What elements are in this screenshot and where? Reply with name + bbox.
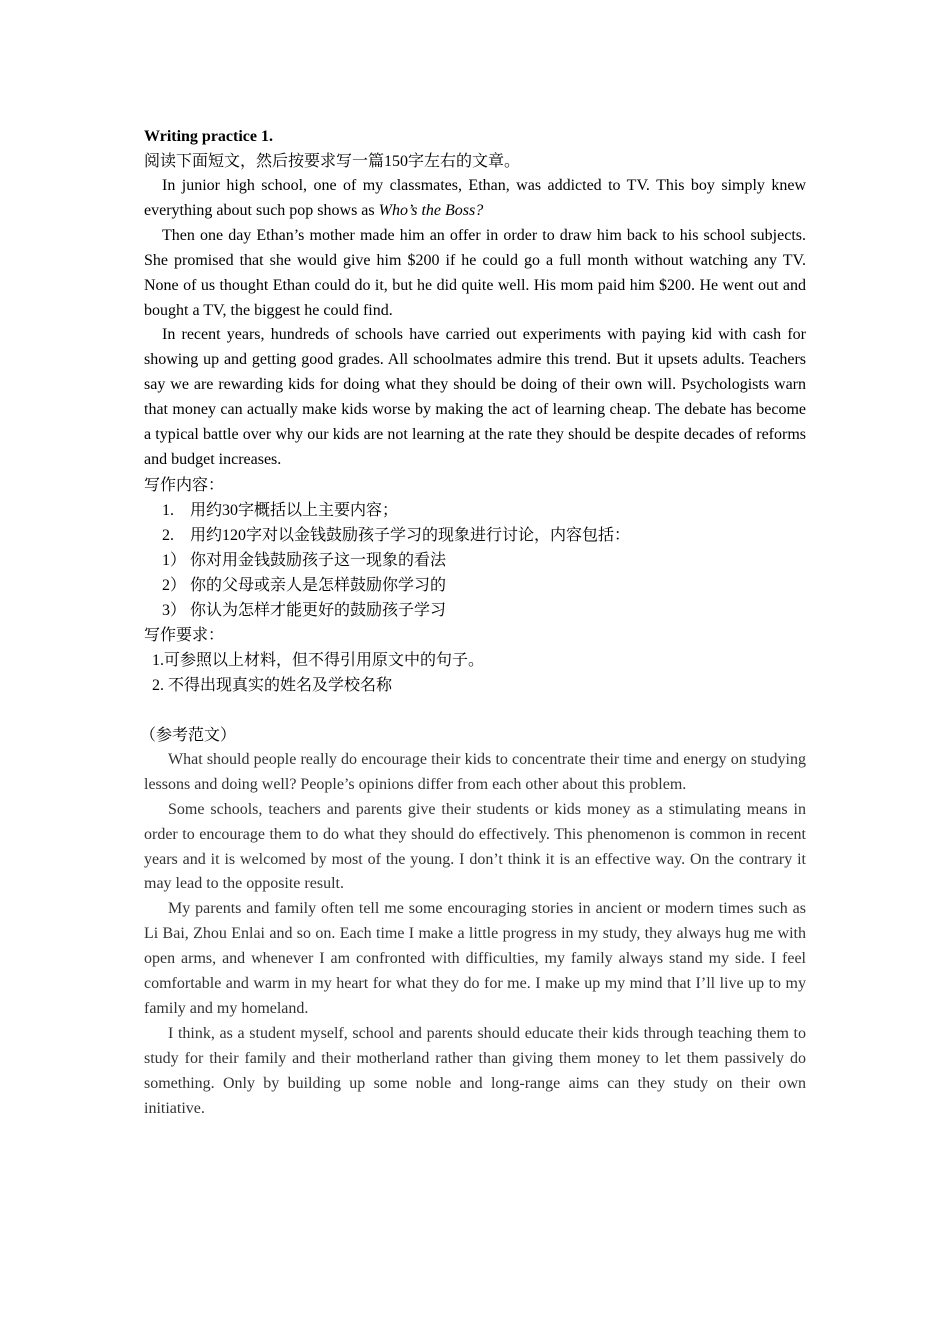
passage-paragraph-2: Then one day Ethan’s mother made him an offer in order to draw him back to his school subjects. She promised that she would give him $200 if he could go a full month without watching any TV. None of us thought Ethan could do it, but he did quite well. His mom paid him $200. He went out and bought a TV, the biggest he could find. bbox=[144, 226, 806, 319]
content-item-number: 1. bbox=[162, 501, 174, 519]
content-item-text: 用约30字概括以上主要内容； bbox=[190, 501, 399, 519]
content-heading: 写作内容： bbox=[144, 476, 225, 494]
requirement-item: 2. 不得出现真实的姓名及学校名称 bbox=[152, 676, 393, 694]
sample-paragraph-4: I think, as a student myself, school and parents should educate their kids through teaching them to study for their family and their motherland rather than giving them money to let them passively do something. Only by building up some noble and long-range aims can they study on their own initiative. bbox=[144, 1024, 806, 1117]
sample-paragraph-2: Some schools, teachers and parents give their students or kids money as a stimulating means in order to encourage them to do what they should do effectively. This phenomenon is common in recent years and it is welcomed by most of the young. I don’t think it is an effective way. On the contrary it may lead to the opposite result. bbox=[144, 800, 806, 893]
content-item bbox=[144, 498, 806, 523]
show-title: Who’s the Boss? bbox=[378, 201, 484, 219]
instruction: 阅读下面短文，然后按要求写一篇150字左右的文章。 bbox=[144, 153, 521, 170]
content-item-number: 3） bbox=[162, 601, 187, 619]
passage-paragraph-1 bbox=[144, 174, 806, 224]
content-item-number: 1） bbox=[162, 551, 187, 569]
document-page bbox=[140, 124, 806, 1121]
page-title: Writing practice 1. bbox=[144, 128, 274, 145]
content-item-number: 2. bbox=[162, 526, 174, 544]
passage-paragraph-3: In recent years, hundreds of schools have carried out experiments with paying kid with cash for showing up and getting good grades. All schoolmates admire this trend. But it upsets adults. Teachers say we are rewarding kids for doing what they should be doing of their own will. Psychologists warn that money can actually make kids worse by making the act of learning cheap. The debate has become a typical battle over why our kids are not learning at the rate they should be despite decades of reforms and budget increases. bbox=[144, 326, 806, 468]
content-item-number: 2） bbox=[162, 576, 187, 594]
content-item bbox=[144, 573, 806, 598]
content-item-text: 你对用金钱鼓励孩子这一现象的看法 bbox=[190, 551, 447, 569]
content-item bbox=[144, 598, 806, 623]
content-item-text: 用约120字对以金钱鼓励孩子学习的现象进行讨论，内容包括： bbox=[190, 526, 631, 544]
content-item bbox=[144, 548, 806, 573]
requirement-item: 1.可参照以上材料，但不得引用原文中的句子。 bbox=[152, 651, 485, 669]
spacer bbox=[144, 698, 806, 723]
sample-paragraph-1: What should people really do encourage their kids to concentrate their time and energy on studying lessons and doing well? People’s opinions differ from each other about this problem. bbox=[144, 750, 806, 793]
sample-paragraph-3: My parents and family often tell me some encouraging stories in ancient or modern times such as Li Bai, Zhou Enlai and so on. Each time I make a little progress in my study, they always hug me with open arms, and whenever I am confronted with difficulties, my family always stand my side. I feel comfortable and warm in my heart for what they do for me. I make up my mind that I’ll live up to my family and my homeland. bbox=[144, 900, 806, 1017]
content-item-text: 你的父母或亲人是怎样鼓励你学习的 bbox=[190, 576, 447, 594]
content-item bbox=[144, 523, 806, 548]
content-item-text: 你认为怎样才能更好的鼓励孩子学习 bbox=[190, 601, 447, 619]
sample-heading: （参考范文） bbox=[140, 726, 237, 744]
passage-paragraph-1-text: In junior high school, one of my classmates, Ethan, was addicted to TV. This boy simply knew everything about such pop shows as bbox=[144, 177, 806, 219]
requirements-heading: 写作要求： bbox=[144, 626, 225, 644]
